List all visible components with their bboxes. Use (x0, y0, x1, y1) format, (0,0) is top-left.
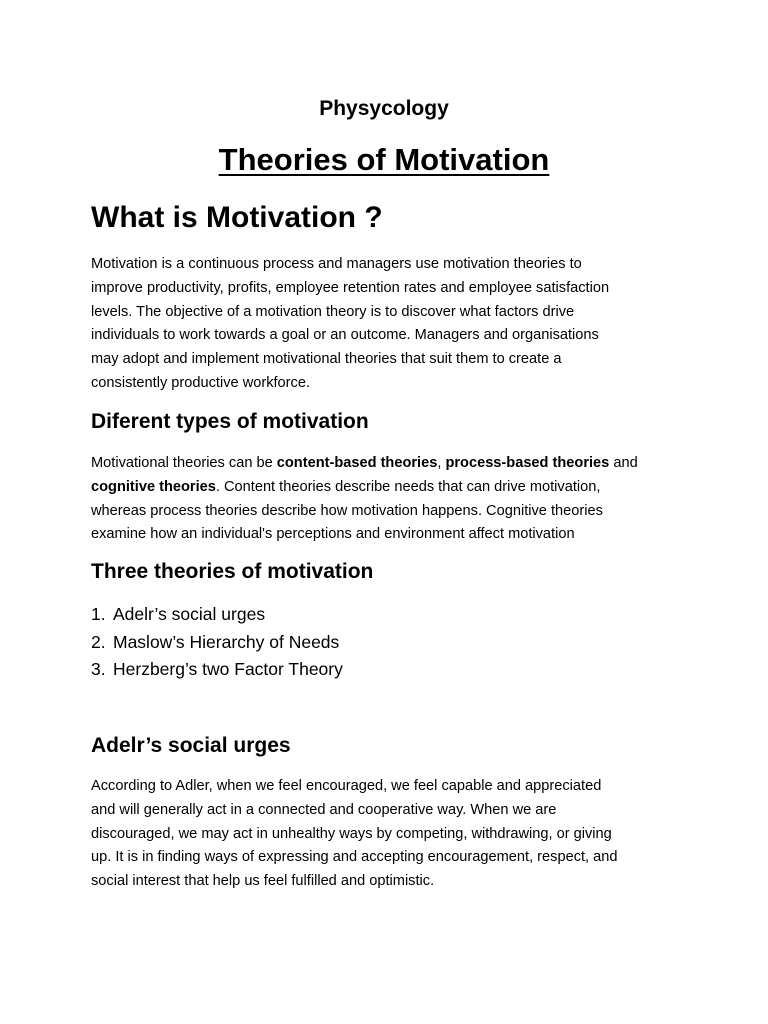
paragraph-line: discouraged, we may act in unhealthy ways by competing, withdrawing, or giving (91, 825, 612, 842)
paragraph-line: may adopt and implement motivational theories that suit them to create a (91, 351, 562, 368)
paragraph-line (91, 452, 691, 476)
adler-paragraph (91, 775, 691, 894)
bold-term-content-based: content-based theories (276, 455, 438, 471)
list-item-text: Maslow’s Hierarchy of Needs (113, 631, 340, 652)
paragraph-line (91, 476, 691, 500)
types-of-motivation-paragraph (91, 452, 691, 547)
subject-heading: Physycology (319, 97, 449, 120)
paragraph-line: up. It is in finding ways of expressing and accepting encouragement, respect, and (91, 849, 618, 866)
paragraph-line: improve productivity, profits, employee retention rates and employee satisfaction (91, 279, 610, 296)
list-item-text: Herzberg’s two Factor Theory (113, 659, 343, 679)
paragraph-text: Motivational theories can be (91, 455, 277, 471)
paragraph-line: consistently productive workforce. (91, 374, 310, 391)
list-number: 2. (91, 631, 106, 652)
paragraph-line: individuals to work towards a goal or an outcome. Managers and organisations (91, 327, 599, 344)
section-heading-what-is-motivation: What is Motivation ? (91, 201, 383, 234)
list-item (91, 601, 343, 629)
document-title: Theories of Motivation (218, 142, 550, 177)
list-item (91, 656, 343, 684)
theories-list (91, 601, 343, 684)
list-item (91, 629, 343, 657)
bold-term-cognitive: cognitive theories (91, 478, 216, 495)
paragraph-line: levels. The objective of a motivation theory is to discover what factors drive (91, 303, 575, 320)
paragraph-text: and (609, 455, 638, 471)
paragraph-line: and will generally act in a connected and cooperative way. When we are (91, 801, 557, 818)
paragraph-line: According to Adler, when we feel encouraged, we feel capable and appreciated (91, 778, 602, 794)
section-heading-three-theories: Three theories of motivation (91, 560, 374, 583)
paragraph-line: whereas process theories describe how motivation happens. Cognitive theories (91, 502, 603, 519)
list-number: 1. (91, 604, 106, 624)
section-heading-types-of-motivation: Diferent types of motivation (91, 410, 369, 433)
list-number: 3. (91, 659, 106, 679)
section-heading-adler-social-urges: Adelr’s social urges (91, 734, 291, 757)
bold-term-process-based: process-based theories (445, 455, 610, 471)
paragraph-text: . Content theories describe needs that can drive motivation, (215, 478, 601, 495)
paragraph-line: examine how an individual's perceptions and environment affect motivation (91, 526, 575, 543)
paragraph-line: Motivation is a continuous process and managers use motivation theories to (91, 256, 582, 272)
what-is-motivation-paragraph (91, 253, 691, 396)
paragraph-text: , (437, 455, 446, 471)
list-item-text: Adelr’s social urges (113, 604, 266, 624)
paragraph-line: social interest that help us feel fulfilled and optimistic. (91, 873, 435, 890)
